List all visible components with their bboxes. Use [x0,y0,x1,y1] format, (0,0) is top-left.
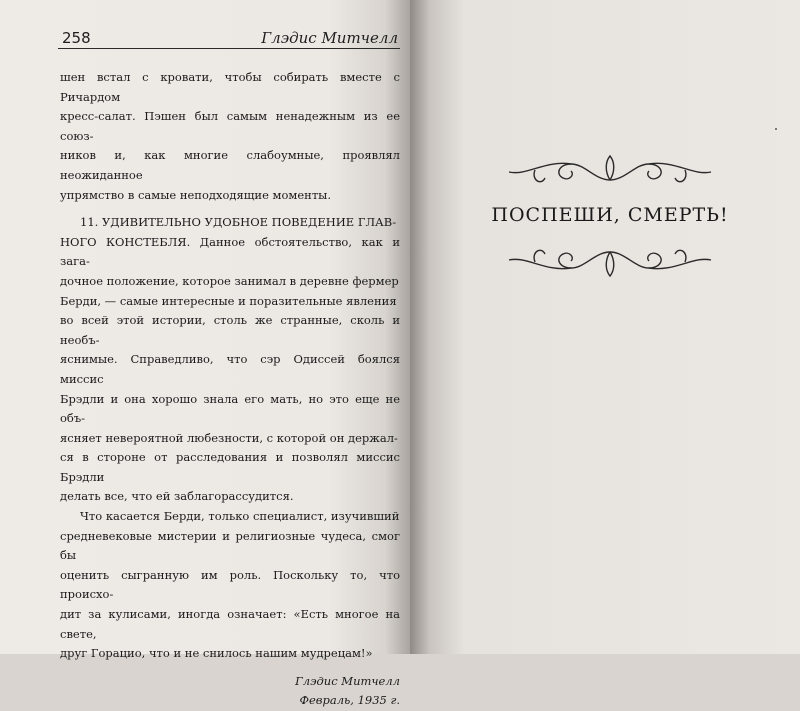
text-line: шен встал с кровати, чтобы собирать вместе с Ричардом [60,70,400,104]
section-heading-line: 11. УДИВИТЕЛЬНО УДОБНОЕ ПОВЕДЕНИЕ ГЛАВ- [80,215,397,230]
paper-speck [775,128,777,130]
paragraph-berdi [60,507,400,664]
running-head: Глэдис Митчелл [261,29,398,47]
text-line: делать все, что ей заблагорассудится. [60,489,294,504]
chapter-title-block [485,150,735,280]
signature-name: Глэдис Митчелл [295,673,400,688]
text-line: дит за кулисами, иногда означает: «Есть многое на свете, [60,607,400,641]
signature-block [60,672,400,711]
paragraph-section-11 [60,213,400,507]
flourish-ornament-top-icon [505,150,715,196]
page-body [60,68,400,711]
text-line: НОГО КОНСТЕБЛЯ. Данное обстоятельство, как и зага- [60,234,400,269]
page-number: 258 [62,29,91,47]
text-line: ясняет невероятной любезности, с которой он держал- [60,430,398,445]
text-line: упрямство в самые неподходящие моменты. [60,187,331,202]
text-line: ников и, как многие слабоумные, проявлял неожиданное [60,148,400,182]
flourish-ornament-bottom-icon [505,236,715,282]
text-line: кресс-салат. Пэшен был самым ненадежным из ее союз- [60,109,400,143]
header-rule [58,48,400,49]
paragraph-continuation [60,68,400,205]
signature-date: Февраль, 1935 г. [299,693,400,708]
text-line: во всей этой истории, столь же странные, сколь и необъ- [60,313,400,347]
text-line: Что касается Берди, только специалист, изучивший [80,509,400,524]
text-line: Брэдли и она хорошо знала его мать, но это еще не объ- [60,391,400,426]
text-line: оценить сыгранную им роль. Поскольку то, что происхо- [60,567,400,602]
text-line: средневековые мистерии и религиозные чудеса, смог бы [60,528,400,563]
chapter-title: ПОСПЕШИ, СМЕРТЬ! [491,204,729,226]
text-line: друг Горацио, что и не снилось нашим мудрецам!» [60,646,373,661]
text-line: Берди, — самые интересные и поразительные явления [60,293,397,308]
text-line: ся в стороне от расследования и позволял миссис Брэдли [60,450,400,484]
text-line: яснимые. Справедливо, что сэр Одиссей боялся миссис [60,352,400,386]
right-page [410,0,800,654]
text-line: дочное положение, которое занимал в деревне фермер [60,273,399,288]
